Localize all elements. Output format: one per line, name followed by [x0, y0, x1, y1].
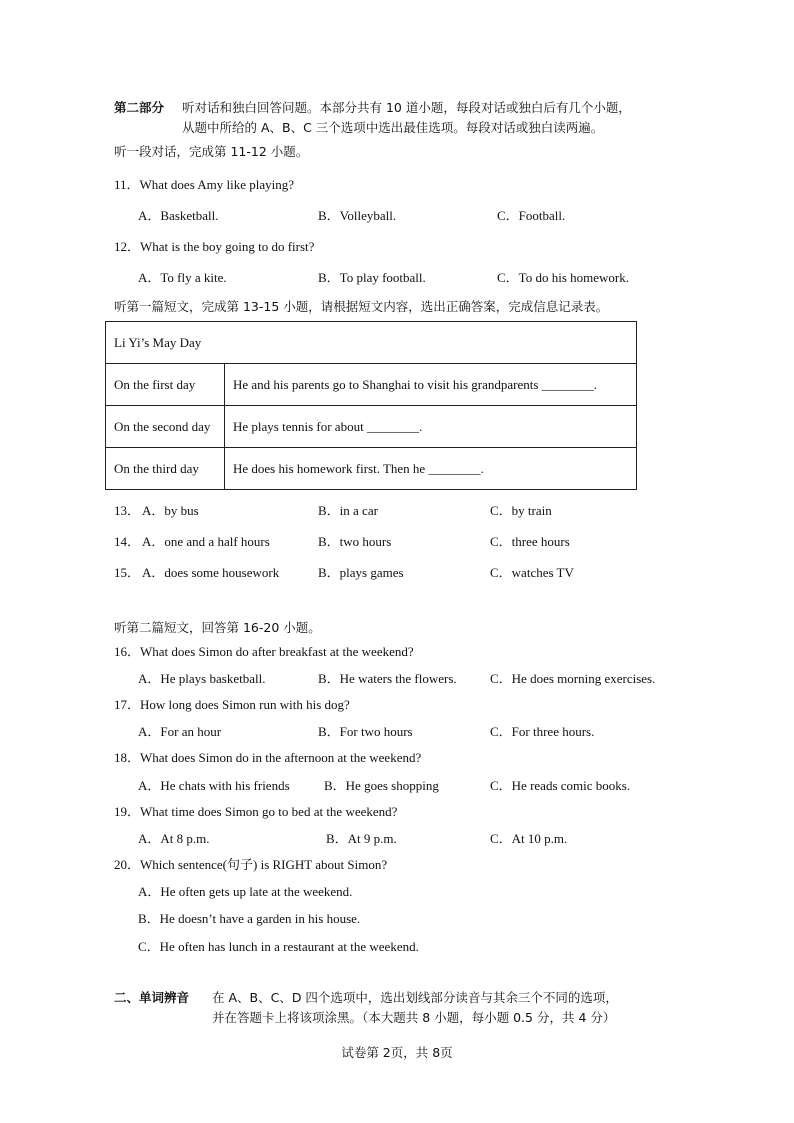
question-number: 18．	[114, 750, 141, 765]
question-number: 12．	[114, 239, 141, 254]
question-number: 19．	[114, 804, 141, 819]
question-14-number: 14．	[114, 534, 141, 549]
option-16-a[interactable]: A．He plays basketball.	[138, 671, 266, 686]
question-number: 16．	[114, 644, 141, 659]
phonetics-instruction-2: 并在答题卡上将该项涂黑。（本大题共 8 小题，每小题 0.5 分，共 4 分）	[212, 1010, 616, 1025]
question-text: How long does Simon run with his dog?	[140, 697, 350, 712]
table-title: Li Yi’s May Day	[106, 322, 637, 364]
option-15-b[interactable]: B．plays games	[318, 565, 404, 580]
question-20	[114, 854, 387, 873]
question-18	[114, 747, 421, 766]
section-b-intro: 听第一篇短文，完成第 13-15 小题，请根据短文内容，选出正确答案，完成信息记录表。	[114, 299, 609, 314]
question-17	[114, 694, 350, 713]
option-19-a[interactable]: A．At 8 p.m.	[138, 831, 210, 846]
question-number: 17．	[114, 697, 141, 712]
option-14-a[interactable]: A．one and a half hours	[142, 534, 270, 549]
question-text: What time does Simon go to bed at the weekend?	[140, 804, 398, 819]
question-19	[114, 801, 397, 820]
question-15-number: 15．	[114, 565, 141, 580]
option-17-a[interactable]: A．For an hour	[138, 724, 222, 739]
option-18-a[interactable]: A．He chats with his friends	[138, 778, 290, 793]
option-18-b[interactable]: B．He goes shopping	[324, 778, 439, 793]
option-14-c[interactable]: C．three hours	[490, 534, 570, 549]
question-text: What does Simon do after breakfast at the weekend?	[140, 644, 414, 659]
option-20-c[interactable]: C．He often has lunch in a restaurant at the weekend.	[138, 939, 419, 954]
option-18-c[interactable]: C．He reads comic books.	[490, 778, 631, 793]
option-13-c[interactable]: C．by train	[490, 503, 552, 518]
page-footer: 试卷第 2页，共 8页	[341, 1045, 453, 1060]
section-a-intro: 听一段对话，完成第 11-12 小题。	[114, 144, 309, 159]
option-16-b[interactable]: B．He waters the flowers.	[318, 671, 457, 686]
option-17-c[interactable]: C．For three hours.	[490, 724, 595, 739]
part2-label: 第二部分	[114, 100, 165, 115]
table-day-cell: On the second day	[106, 406, 225, 448]
table-row	[106, 448, 637, 490]
question-12	[114, 236, 314, 255]
option-15-c[interactable]: C．watches TV	[490, 565, 574, 580]
table-content-cell: He and his parents go to Shanghai to visit his grandparents ________.	[225, 364, 637, 406]
part2-instruction-1: 听对话和独白回答问题。本部分共有 10 道小题，每段对话或独白后有几个小题，	[182, 100, 631, 115]
option-12-c[interactable]: C．To do his homework.	[497, 270, 629, 285]
table-day-cell: On the first day	[106, 364, 225, 406]
question-number: 11．	[114, 177, 140, 192]
option-17-b[interactable]: B．For two hours	[318, 724, 413, 739]
part2-instruction-2: 从题中所给的 A、B、C 三个选项中选出最佳选项。每段对话或独白读两遍。	[182, 120, 604, 135]
option-13-a[interactable]: A．by bus	[142, 503, 199, 518]
info-record-table	[105, 321, 637, 490]
table-day-cell: On the third day	[106, 448, 225, 490]
table-content-cell: He plays tennis for about ________.	[225, 406, 637, 448]
question-13-number: 13．	[114, 503, 141, 518]
question-11	[114, 174, 294, 193]
option-11-c[interactable]: C．Football.	[497, 208, 566, 223]
phonetics-instruction-1: 在 A、B、C、D 四个选项中，选出划线部分读音与其余三个不同的选项，	[212, 990, 618, 1005]
option-19-b[interactable]: B．At 9 p.m.	[326, 831, 397, 846]
question-text: Which sentence(句子) is RIGHT about Simon?	[140, 857, 388, 872]
section-c-intro: 听第二篇短文，回答第 16-20 小题。	[114, 620, 321, 635]
phonetics-label: 二、单词辨音	[114, 990, 190, 1005]
option-12-b[interactable]: B．To play football.	[318, 270, 426, 285]
question-16	[114, 641, 414, 660]
question-text: What does Simon do in the afternoon at the weekend?	[140, 750, 422, 765]
table-title-row	[106, 322, 637, 364]
question-number: 20．	[114, 857, 141, 872]
option-15-a[interactable]: A．does some housework	[142, 565, 280, 580]
table-content-cell: He does his homework first. Then he ________.	[225, 448, 637, 490]
option-16-c[interactable]: C．He does morning exercises.	[490, 671, 656, 686]
question-text: What is the boy going to do first?	[140, 239, 315, 254]
option-20-b[interactable]: B．He doesn’t have a garden in his house.	[138, 911, 361, 926]
option-13-b[interactable]: B．in a car	[318, 503, 378, 518]
table-row	[106, 364, 637, 406]
option-20-a[interactable]: A．He often gets up late at the weekend.	[138, 884, 353, 899]
question-text: What does Amy like playing?	[139, 177, 295, 192]
table-row	[106, 406, 637, 448]
option-19-c[interactable]: C．At 10 p.m.	[490, 831, 568, 846]
option-11-b[interactable]: B．Volleyball.	[318, 208, 397, 223]
option-11-a[interactable]: A．Basketball.	[138, 208, 219, 223]
option-12-a[interactable]: A．To fly a kite.	[138, 270, 227, 285]
option-14-b[interactable]: B．two hours	[318, 534, 392, 549]
